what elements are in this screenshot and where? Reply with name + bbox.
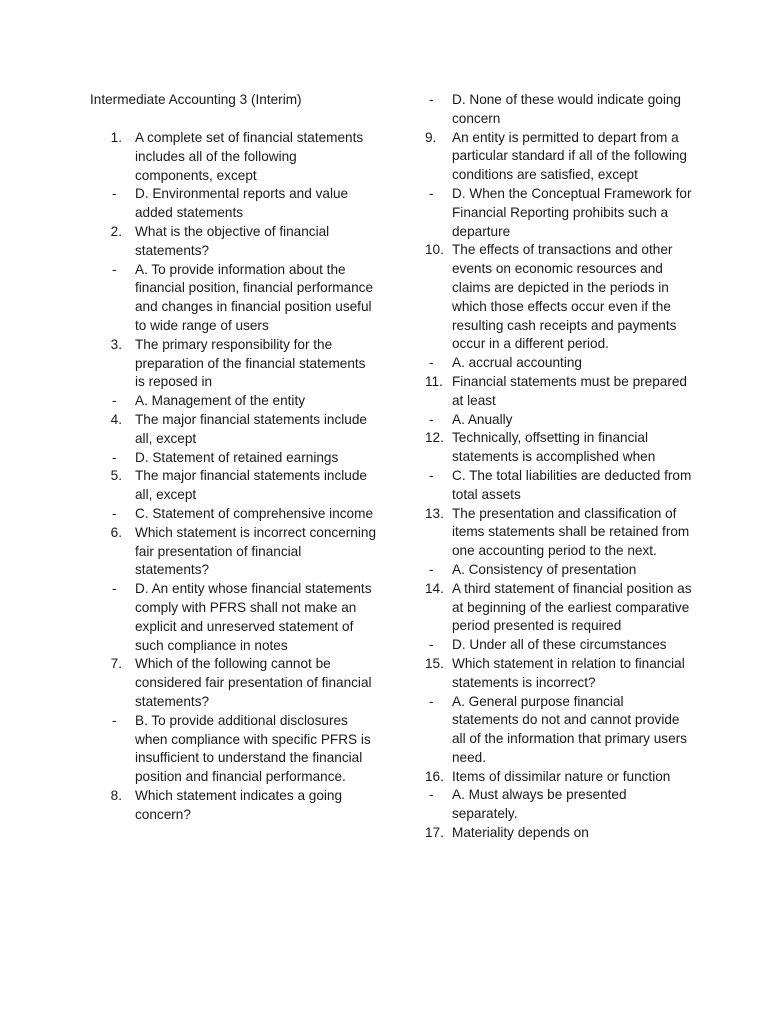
list-marker: 14. [425,580,444,596]
list-item [108,787,378,825]
list-marker: - [112,393,117,409]
answer-text: D. Environmental reports and value added statements [135,186,349,221]
list-marker: 3. [110,336,122,352]
list-item [108,261,378,336]
answer-text: D. None of these would indicate going concern [452,92,681,126]
list-marker: - [429,467,434,483]
list-marker: 7. [110,656,122,672]
question-text: What is the objective of financial statements? [135,223,330,258]
list-item [425,636,693,655]
question-text: The presentation and classification of items statements shall be retained from one accounting period to the next. [452,505,690,559]
question-text: Which statement indicates a going concern? [135,787,343,822]
answer-text: A. Must always be presented separately. [452,787,627,822]
question-text: The major financial statements include all, except [135,468,367,503]
list-marker: 5. [110,468,122,484]
list-marker: - [429,637,434,653]
list-marker: - [112,712,117,728]
list-item [108,655,378,711]
list-item [108,449,378,468]
list-marker: 2. [110,223,122,239]
question-text: Which statement in relation to financial statements is incorrect? [452,655,685,690]
list-marker: - [112,186,117,202]
list-item [425,693,693,768]
list-item [425,354,693,373]
list-marker: 1. [110,130,122,145]
question-text: Materiality depends on [452,825,589,841]
list-marker: 11. [425,373,443,389]
list-item [425,373,693,411]
document-title: Intermediate Accounting 3 (Interim) [90,92,302,107]
question-text: A third statement of financial position as at beginning of the earliest comparative period presented is required [452,580,692,634]
list-marker: 16. [425,768,444,784]
list-item [425,561,693,580]
list-marker: - [112,581,117,597]
list-item [425,824,693,843]
list-marker: - [429,92,434,107]
list-marker: - [112,505,117,521]
list-marker: - [112,261,117,277]
list-marker: - [429,787,434,803]
answer-text: A. General purpose financial statements do not and cannot provide all of the information that primary users need. [452,693,687,765]
list-item [108,411,378,449]
list-marker: - [429,693,434,709]
list-item [108,392,378,411]
list-marker: 9. [425,129,437,145]
question-text: Which statement is incorrect concerning fair presentation of financial statements? [135,524,377,578]
answer-text: A. Consistency of presentation [452,561,637,577]
list-item [108,712,378,787]
list-item [425,185,693,241]
list-marker: 13. [425,505,444,521]
list-item [108,524,378,580]
answer-text: D. Statement of retained earnings [135,449,339,465]
answer-text: A. accrual accounting [452,355,582,371]
list-marker: - [429,355,434,371]
answer-text: D. Under all of these circumstances [452,637,667,653]
list-marker: 6. [110,524,122,540]
left-column [108,129,378,824]
question-text: Technically, offsetting in financial statements is accomplished when [452,430,656,465]
list-marker: - [429,185,434,201]
answer-text: C. The total liabilities are deducted from total assets [452,467,692,502]
list-marker: - [429,561,434,577]
list-marker: 15. [425,655,444,671]
answer-text: C. Statement of comprehensive income [135,505,374,521]
question-text: Items of dissimilar nature or function [452,768,671,784]
answer-text: A. To provide information about the financial position, financial performance and changes in financial position useful to wide range of users [135,261,374,333]
list-marker: 4. [110,411,122,427]
answer-text: B. To provide additional disclosures when compliance with specific PFRS is insufficient to understand the financial position and financial performance. [135,712,371,785]
question-text: The major financial statements include all, except [135,411,367,446]
question-text: The primary responsibility for the preparation of the financial statements is reposed in [135,336,366,390]
question-text: Which of the following cannot be considered fair presentation of financial statements? [135,656,372,709]
right-column [425,91,693,843]
question-text: Financial statements must be prepared at least [452,373,687,408]
list-item [425,129,693,185]
answer-text: A. Management of the entity [135,393,306,409]
list-item [108,580,378,655]
question-text: The effects of transactions and other events on economic resources and claims are depicted in the periods in which those effects occur even if the resulting cash receipts and payments occur in a different period. [452,242,677,352]
question-text: A complete set of financial statements includes all of the following components, except [135,130,364,183]
list-item [425,429,693,467]
list-marker: - [112,449,117,465]
list-item [108,467,378,505]
list-item [425,91,693,129]
list-item [108,505,378,524]
list-item [108,185,378,223]
list-marker: - [429,411,434,427]
answer-text: D. When the Conceptual Framework for Financial Reporting prohibits such a departure [452,185,692,239]
answer-text: D. An entity whose financial statements comply with PFRS shall not make an explicit and unreserved statement of such compliance in notes [135,581,372,653]
list-item [425,580,693,636]
list-item [425,467,693,505]
list-marker: 12. [425,430,444,446]
question-text: An entity is permitted to depart from a particular standard if all of the following conditions are satisfied, except [452,129,687,183]
list-item [425,768,693,787]
list-item [108,129,378,185]
list-item [108,336,378,392]
list-item [425,786,693,824]
list-item [425,411,693,430]
list-item [425,655,693,693]
list-marker: 10. [425,242,444,258]
list-item [425,505,693,561]
answer-text: A. Anually [452,411,513,427]
list-item [425,241,693,354]
list-marker: 17. [425,825,444,841]
list-marker: 8. [110,787,122,803]
list-item [108,223,378,261]
